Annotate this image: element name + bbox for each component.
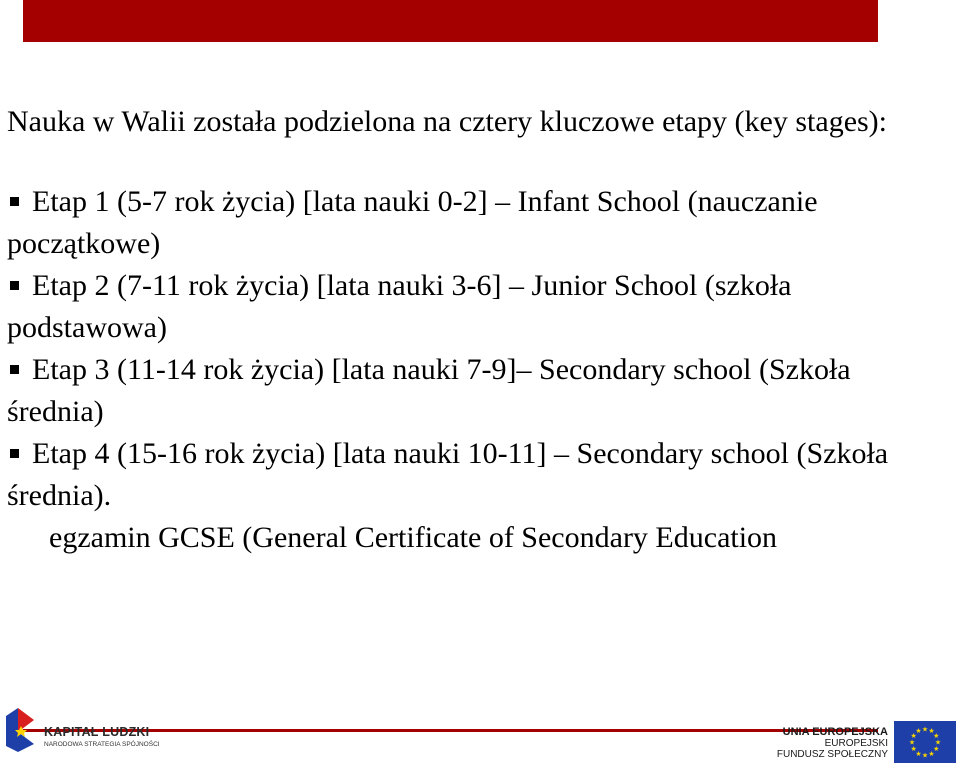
list-item (7, 433, 937, 517)
list-item (7, 349, 937, 433)
eu-star-icon: ★ (928, 749, 935, 758)
slide-content (7, 101, 937, 559)
eu-title: UNIA EUROPEJSKA (782, 726, 888, 738)
kapital-ludzki-subtitle: NARODOWA STRATEGIA SPÓJNOŚCI (44, 741, 160, 748)
square-bullet-icon (10, 365, 19, 374)
eu-star-icon: ★ (934, 738, 942, 747)
eu-star-icon: ★ (933, 732, 940, 740)
eu-star-icon: ★ (921, 751, 929, 760)
header-bar (23, 0, 878, 42)
eu-star-icon: ★ (933, 745, 940, 753)
eu-star-icon: ★ (908, 738, 916, 747)
exam-note: egzamin GCSE (General Certificate of Secondary Education (49, 521, 778, 554)
list-item-text: Etap 4 (15-16 rok życia) [lata nauki 10-11] – Secondary school (Szkoła średnia). (7, 437, 889, 512)
eu-star-icon: ★ (921, 725, 929, 734)
list-item-text: Etap 1 (5-7 rok życia) [lata nauki 0-2] – Infant School (nauczanie początkowe) (7, 185, 818, 260)
eu-fund-text (777, 727, 888, 760)
list-item (7, 181, 937, 265)
eu-star-icon: ★ (915, 727, 922, 736)
eu-line-2: EUROPEJSKI (824, 738, 888, 749)
square-bullet-icon (10, 281, 19, 290)
intro-text: Nauka w Walii została podzielona na cztery kluczowe etapy (key stages): (7, 105, 888, 138)
eu-star-icon: ★ (915, 749, 922, 758)
square-bullet-icon (10, 449, 19, 458)
eu-star-icon: ★ (928, 727, 935, 736)
square-bullet-icon (10, 197, 19, 206)
kapital-ludzki-title: KAPITAŁ LUDZKI (44, 725, 150, 739)
eu-star-icon: ★ (910, 745, 917, 753)
eu-star-icon: ★ (910, 732, 917, 740)
list-item-text: Etap 3 (11-14 rok życia) [lata nauki 7-9]– Secondary school (Szkoła średnia) (7, 353, 851, 428)
kapital-ludzki-mark-icon (4, 706, 40, 754)
list-item-text: Etap 2 (7-11 rok życia) [lata nauki 3-6] – Junior School (szkoła podstawowa) (7, 269, 792, 344)
list-item (7, 265, 937, 349)
eu-flag-icon (894, 721, 956, 763)
eu-line-3: FUNDUSZ SPOŁECZNY (776, 749, 888, 760)
kapital-ludzki-logo (4, 706, 204, 761)
